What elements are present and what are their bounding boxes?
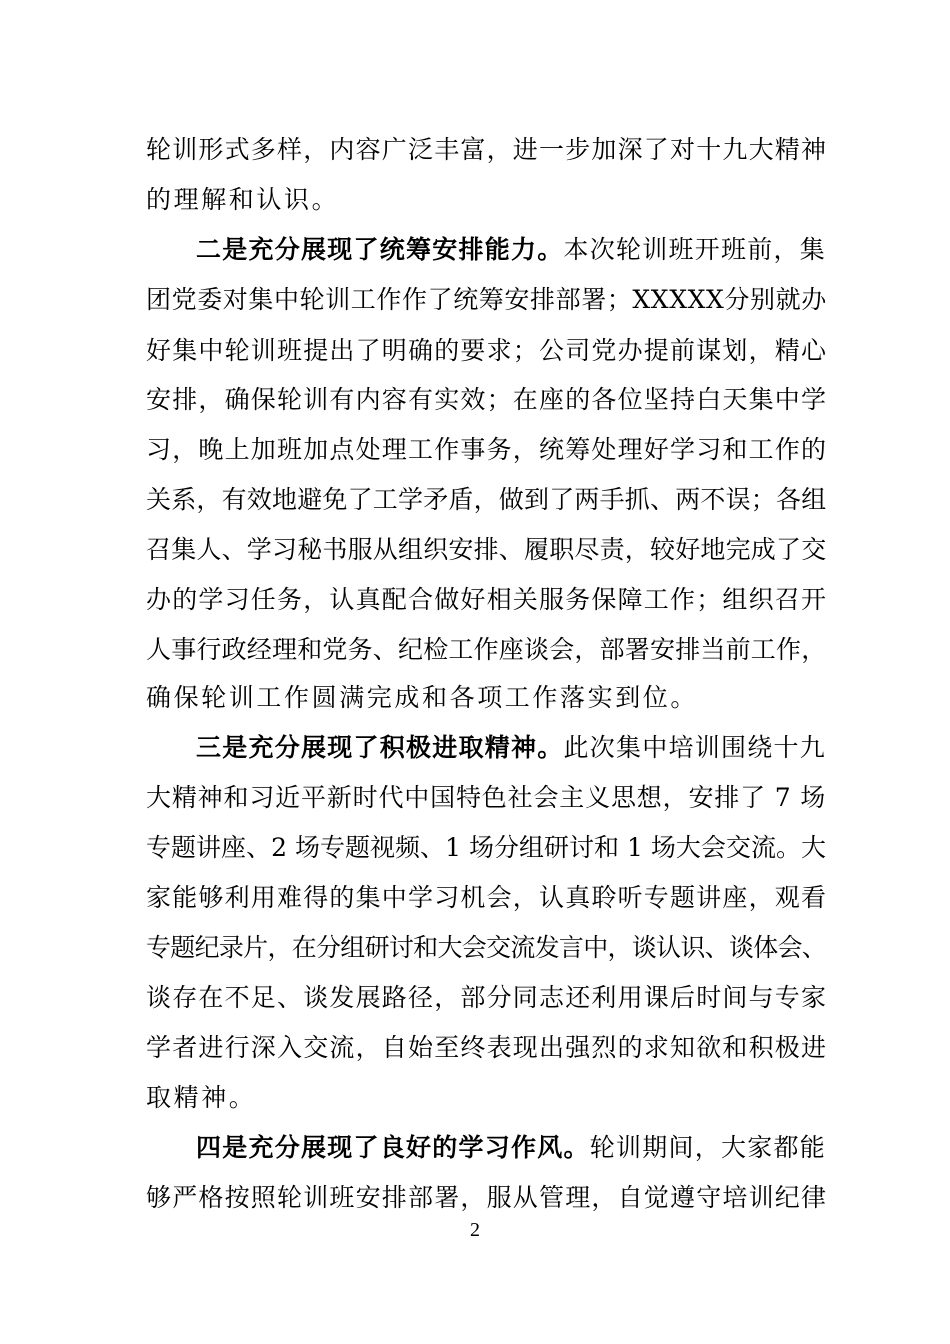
paragraph-3-line-4: 家能够利用难得的集中学习机会，认真聆听专题讲座，观看 [146, 883, 828, 912]
page-number: 2 [470, 1219, 480, 1241]
paragraph-3-line-7: 学者进行深入交流，自始至终表现出强烈的求知欲和积极进 [146, 1033, 828, 1062]
paragraph-2-lead: 二是充分展现了统筹安排能力。 [196, 235, 564, 264]
paragraph-2-line-9: 人事行政经理和党务、纪检工作座谈会，部署安排当前工作， [146, 635, 827, 664]
paragraph-2-line-6: 关系，有效地避免了工学矛盾，做到了两手抓、两不误；各组 [146, 485, 827, 514]
paragraph-1-line-1: 轮训形式多样，内容广泛丰富，进一步加深了对十九大精神 [146, 135, 828, 164]
paragraph-2-line-10: 确保轮训工作圆满完成和各项工作落实到位。 [146, 683, 699, 712]
paragraph-3-line-1 [196, 733, 826, 763]
paragraph-2-line-3: 好集中轮训班提出了明确的要求；公司党办提前谋划，精心 [146, 336, 828, 365]
paragraph-3-line-2: 大精神和习近平新时代中国特色社会主义思想，安排了 7 场 [146, 783, 826, 812]
paragraph-2-line-1-text: 本次轮训班开班前，集 [563, 235, 826, 264]
paragraph-2-line-1 [196, 235, 826, 265]
paragraph-3-line-6: 谈存在不足、谈发展路径，部分同志还利用课后时间与专家 [146, 983, 828, 1012]
paragraph-2-line-5: 习，晚上加班加点处理工作事务，统筹处理好学习和工作的 [146, 435, 828, 464]
paragraph-4-line-1 [196, 1133, 826, 1163]
paragraph-3-line-1-text: 此次集中培训围绕十九 [563, 733, 826, 762]
paragraph-2-line-2: 团党委对集中轮训工作作了统筹安排部署；XXXXX分别就办 [146, 285, 827, 314]
paragraph-2-line-4: 安排，确保轮训有内容有实效；在座的各位坚持白天集中学 [146, 385, 828, 414]
paragraph-3-line-8: 取精神。 [146, 1083, 257, 1112]
paragraph-4-line-1-text: 轮训期间，大家都能 [589, 1133, 826, 1162]
paragraph-2-line-8: 办的学习任务，认真配合做好相关服务保障工作；组织召开 [146, 585, 828, 614]
paragraph-3-line-5: 专题纪录片，在分组研讨和大会交流发言中，谈认识、谈体会、 [146, 933, 826, 962]
paragraph-1-line-2: 的理解和认识。 [146, 185, 340, 214]
paragraph-4-line-2: 够严格按照轮训班安排部署，服从管理，自觉遵守培训纪律 [146, 1183, 828, 1212]
paragraph-3-lead: 三是充分展现了积极进取精神。 [196, 733, 564, 762]
paragraph-3-line-3: 专题讲座、2 场专题视频、1 场分组研讨和 1 场大会交流。大 [146, 833, 826, 862]
paragraph-4-lead: 四是充分展现了良好的学习作风。 [196, 1133, 590, 1162]
paragraph-2-line-7: 召集人、学习秘书服从组织安排、履职尽责，较好地完成了交 [146, 535, 827, 564]
